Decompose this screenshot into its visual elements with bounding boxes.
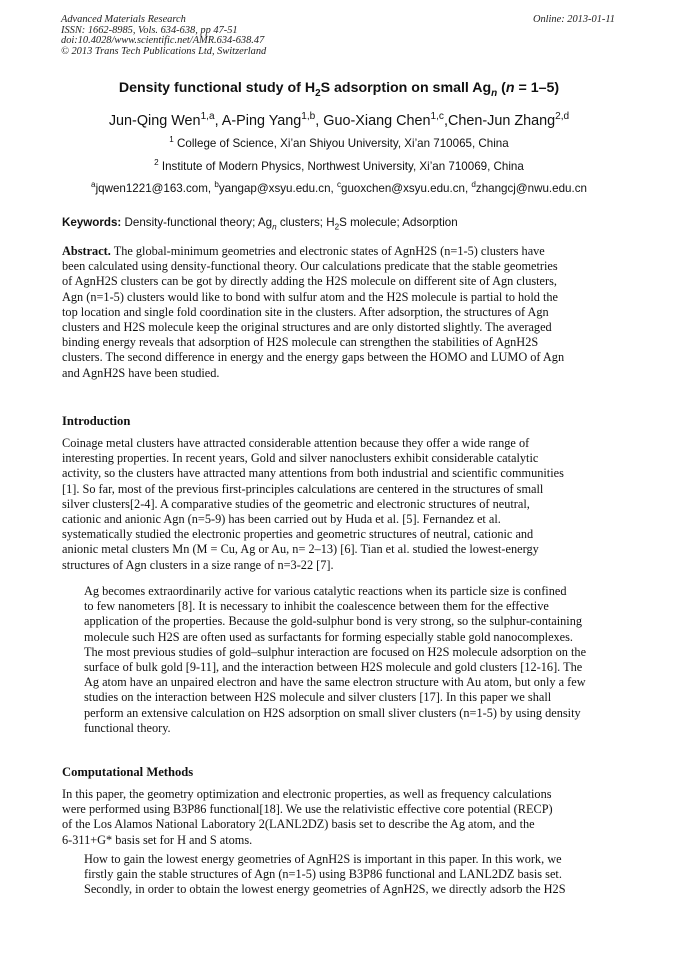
- section-heading: Introduction: [62, 414, 131, 428]
- email-link[interactable]: yangap@xsyu.edu.cn,: [218, 182, 337, 195]
- copyright-line: © 2013 Trans Tech Publications Ltd, Switzerland: [61, 45, 267, 57]
- email-link[interactable]: zhangcj@nwu.edu.cn: [475, 182, 587, 195]
- author-list: Jun-Qing Wen$^{1,a}$, A-Ping Yang$^{1,b}$, Guo-Xiang Chen$^{1,c}$,Chen-Jun Zhang$^{2,d}$: [108, 111, 570, 129]
- section-heading: Computational Methods: [62, 765, 194, 779]
- paragraph: Coinage metal clusters have attracted considerable attention because they offer a wide range of interesting properties. In recent years, Gold and silver nanoclusters exhibit considerable catalytic activity, so the clusters have attracted many attentions from both industrial and scientific communities [1]. So far, most of the previous first-principles calculations are centered in the structures of small silver clusters[2-4]. A comparative studies of the geometric and electronic structures of neutral, cationic and anionic Agn (n=5-9) has been carried out by Huda et al. [5]. Fernandez et al. systematically studied the electronic properties and geometric structures of neutral, cationic and anionic metal clusters Mn (M = Cu, Ag or Au, n= 2–13) [6]. Tian et al. studied the lowest-energy structures of Agn clusters in a size range of n=3-22 [7].: [62, 436, 564, 572]
- author: A-Ping Yang: [221, 113, 302, 129]
- abstract-label: Abstract.: [62, 244, 111, 258]
- paragraph: Ag becomes extraordinarily active for various catalytic reactions when its particle size is confined to few nanometers [8]. It is necessary to inhibit the coalescence between them for the effective application of the properties. Because the gold-sulphur bond is very strong, so the sulphur-containing molecule such H2S are often used as surfactants for forming especially stable gold nanocomplexes. The most previous studies of gold–sulphur interaction are focused on H2S molecule adsorption on the surface of bulk gold [9-11], and the interaction between H2S molecule and gold clusters [12-16]. The Ag atom have an unpaired electron and have the same electron structure with Au atom, but only a few studies on the interaction between H2S molecule and silver clusters [17]. In this paper we shall perform an extensive calculation on H2S adsorption on small sliver clusters (n=1-5) by using density functional theory.: [84, 584, 587, 735]
- email-link[interactable]: jqwen1221@163.com,: [95, 182, 215, 195]
- paragraph: In this paper, the geometry optimization and electronic properties, as well as frequency calculations were performed using B3P86 functional[18]. We use the relativistic effective core potential (RECP) of the Los Alamos National Laboratory 2(LANL2DZ) basis set to describe the Ag atom, and the 6-311+G* basis set for H and S atoms.: [62, 787, 553, 847]
- author: Chen-Jun Zhang: [447, 113, 556, 129]
- paragraph: How to gain the lowest energy geometries of AgnH2S is important in this paper. In this work, we firstly gain the stable structures of Agn (n=1-5) using B3P86 functional and LANL2DZ basis set. Secondly, in order to obtain the lowest energy geometries of AgnH2S, we directly adsorb the H2S: [84, 852, 566, 897]
- keywords: Keywords: Density-functional theory; $Ag_n$ clusters; $H_2S$ molecule; Adsorption: [62, 216, 458, 232]
- affiliation: $^2$ Institute of Modern Physics, Northwest University, Xi’an 710069, China: [154, 158, 524, 173]
- email-list: $^a$jqwen1221@163.com, $^b$yangap@xsyu.edu.cn, $^c$guoxchen@xsyu.edu.cn, $^d$zhangcj@nwu.edu.cn: [91, 180, 587, 195]
- journal-header: [61, 15, 621, 57]
- affiliation: $^1$ College of Science, Xi’an Shiyou University, Xi’an 710065, China: [169, 135, 509, 150]
- paper-title: Density functional study of $H_2S$ adsorption on small $Ag_n$ (n = 1–5): [118, 80, 560, 99]
- doi-line: doi:10.4028/www.scientific.net/AMR.634-638.47: [61, 35, 265, 47]
- journal-name: Advanced Materials Research: [61, 14, 186, 25]
- author: Jun-Qing Wen: [108, 113, 201, 129]
- email-link[interactable]: guoxchen@xsyu.edu.cn,: [341, 182, 472, 195]
- author: Guo-Xiang Chen: [323, 113, 431, 129]
- online-date: Online: 2013-01-11: [532, 14, 615, 25]
- issn-line: ISSN: 1662-8985, Vols. 634-638, pp 47-51: [61, 24, 238, 36]
- abstract: Abstract. The global-minimum geometries and electronic states of AgnH2S (n=1-5) clusters have been calculated using density-functional theory. Our calculations predicate that the stable geometries of AgnH2S clusters can be got by directly adding the H2S molecule on different site of Agn clusters, Agn (n=1-5) clusters would like to bond with sulfur atom and the H2S molecule is partial to hold the top location and single fold coordination site in the clusters. After adsorption, the structures of Agn clusters and H2S molecule keep the original structures and are only distorted slightly. The averaged binding energy reveals that adsorption of H2S molecule can strengthen the stabilities of AgnH2S clusters. The second difference in energy and the energy gaps between the HOMO and LUMO of Agn and AgnH2S have been studied.: [62, 244, 565, 380]
